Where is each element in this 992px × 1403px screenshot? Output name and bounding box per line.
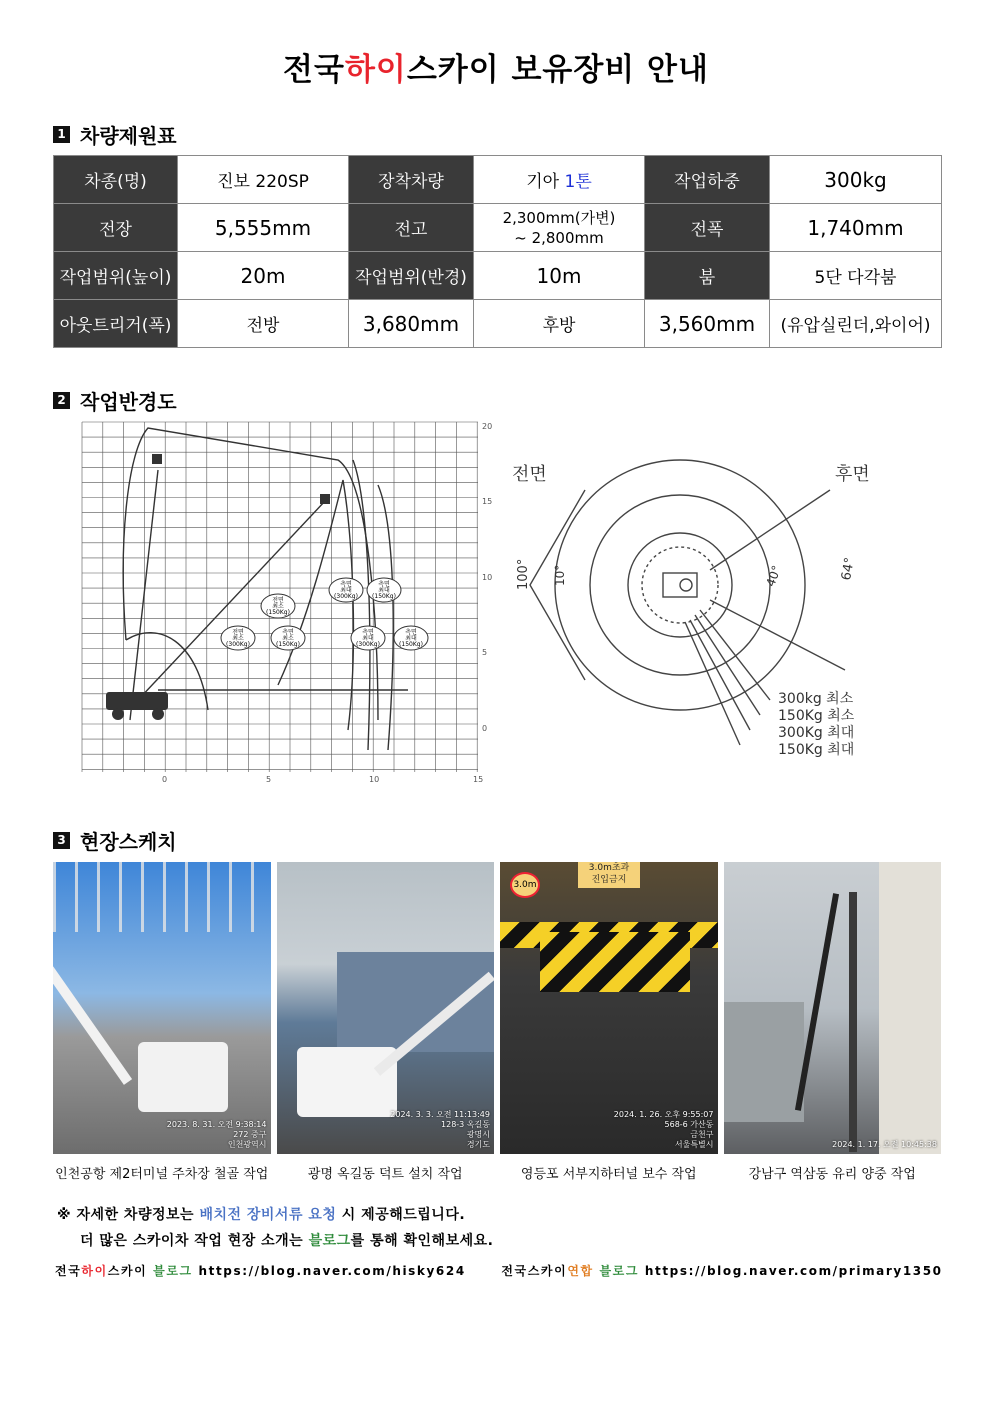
load-label-text: 최소	[272, 603, 284, 610]
load-label-text: (150Kg)	[266, 609, 290, 616]
table-header-cell: 차종(명)	[54, 156, 178, 204]
legend-label: 150Kg 최소	[778, 708, 855, 724]
leader-line	[685, 622, 740, 745]
x-tick-label: 0	[162, 775, 168, 784]
y-tick-label: 20	[482, 422, 493, 431]
site-photo: 3.0m 3.0m초과 진입금지 2024. 1. 26. 오후 9:55:07 568-6 가산동 금천구 서울특별시	[500, 862, 718, 1154]
envelope-side-max-300	[353, 460, 370, 750]
table-row	[54, 156, 942, 204]
bucket-upright	[152, 454, 162, 464]
table-cell: 5,555mm	[178, 204, 349, 252]
load-label-text: 최대	[362, 635, 374, 642]
envelope-side-max-150	[378, 485, 393, 750]
notice-line: 더 많은 스카이차 작업 현장 소개는 블로그를 통해 확인해보세요.	[80, 1233, 494, 1249]
table-cell: (유압실린더,와이어)	[770, 300, 942, 348]
table-cell: 20m	[178, 252, 349, 300]
table-cell: 3,680mm	[349, 300, 474, 348]
load-label-text: 측면	[405, 629, 417, 636]
x-tick-label: 15	[473, 775, 484, 784]
envelope-front-min	[123, 428, 378, 720]
angle-label: 64°	[839, 556, 858, 582]
y-tick-label: 5	[482, 648, 488, 657]
spec-table	[53, 155, 942, 348]
table-header-cell: 작업하중	[645, 156, 770, 204]
site-photo: 2023. 8. 31. 오전 9:38:14 272 중구 인천광역시	[53, 862, 271, 1154]
working-radius-chart	[78, 420, 498, 790]
load-label-text: 측면	[282, 629, 294, 636]
photo-caption: 강남구 역삼동 유리 양중 작업	[748, 1167, 916, 1182]
table-cell: 10m	[474, 252, 645, 300]
x-tick-label: 10	[369, 775, 380, 784]
load-label-text: (300Kg)	[356, 641, 380, 648]
load-label-text: 전면	[232, 629, 244, 636]
legend-label: 150Kg 최대	[778, 742, 855, 758]
blog-link-primary[interactable]: 전국스카이연합 블로그 https://blog.naver.com/primary1350	[501, 1264, 943, 1278]
site-photo: 2024. 1. 17. 오전 10:45:38	[724, 862, 942, 1154]
table-cell: 1,740mm	[770, 204, 942, 252]
x-tick-label: 5	[266, 775, 272, 784]
load-label-text: 최대	[405, 635, 417, 642]
angle-label: 100°	[516, 558, 531, 590]
table-row	[54, 300, 942, 348]
load-label-text: (150Kg)	[276, 641, 300, 648]
notice-line: ※ 자세한 차량정보는 배치전 장비서류 요청 시 제공해드립니다.	[57, 1207, 466, 1223]
y-tick-label: 0	[482, 724, 488, 733]
section-number: 2	[53, 392, 70, 409]
section-number: 1	[53, 126, 70, 143]
table-header-cell: 전고	[349, 204, 474, 252]
leader-line	[700, 610, 770, 700]
table-header-cell: 작업범위(높이)	[54, 252, 178, 300]
legend-label: 300Kg 최대	[778, 725, 855, 741]
table-row	[54, 204, 942, 252]
footer-links	[55, 1262, 943, 1279]
angle-label: 40°	[763, 563, 784, 589]
table-cell: 후방	[474, 300, 645, 348]
legend-label: 300kg 최소	[778, 691, 854, 707]
section-heading-radius: 2 작업반경도	[53, 386, 177, 415]
load-label-text: 측면	[340, 581, 352, 588]
table-cell: 기아 1톤	[474, 156, 645, 204]
rear-label: 후면	[835, 464, 870, 485]
photo-caption: 영등포 서부지하터널 보수 작업	[520, 1167, 697, 1182]
table-cell: 전방	[178, 300, 349, 348]
table-header-cell: 전폭	[645, 204, 770, 252]
table-cell: 5단 다각붐	[770, 252, 942, 300]
load-label-text: 최대	[378, 587, 390, 594]
table-header-cell: 붐	[645, 252, 770, 300]
blog-link-hisky[interactable]: 전국하이스카이 블로그 https://blog.naver.com/hisky624	[55, 1264, 466, 1278]
table-cell: 진보 220SP	[178, 156, 349, 204]
truck-wheel	[152, 708, 164, 720]
site-photo: 2024. 3. 3. 오전 11:13:49 128-3 옥길동 광명시 경기도	[277, 862, 495, 1154]
section-heading-sketch: 3 현장스케치	[53, 826, 177, 855]
load-label-text: 측면	[378, 581, 390, 588]
photo-caption: 인천공항 제2터미널 주차장 철골 작업	[55, 1167, 269, 1182]
turret-icon	[680, 579, 692, 591]
load-label-text: (300Kg)	[334, 593, 358, 600]
table-header-cell: 아웃트리거(폭)	[54, 300, 178, 348]
load-label-text: 전면	[272, 597, 284, 604]
front-label: 전면	[512, 464, 547, 485]
photo-gallery	[53, 862, 941, 1154]
load-label-text: (150Kg)	[372, 593, 396, 600]
load-label-text: (150Kg)	[399, 641, 423, 648]
photo-captions	[53, 1163, 941, 1182]
table-row	[54, 252, 942, 300]
table-header-cell: 전장	[54, 204, 178, 252]
truck-body	[106, 692, 168, 710]
load-label-text: (300Kg)	[226, 641, 250, 648]
angle-label: 10°	[553, 564, 567, 586]
load-label-text: 최대	[340, 587, 352, 594]
table-header-cell: 장착차량	[349, 156, 474, 204]
bucket-extended	[320, 494, 330, 504]
photo-caption: 광명 옥길동 덕트 설치 작업	[307, 1167, 463, 1182]
load-label-text: 측면	[362, 629, 374, 636]
load-label-text: 최소	[282, 635, 294, 642]
rear-line-top	[710, 490, 830, 570]
table-cell: 300kg	[770, 156, 942, 204]
section-number: 3	[53, 832, 70, 849]
table-cell: 2,300mm(가변) ~ 2,800mm	[474, 204, 645, 252]
rotation-diagram	[500, 450, 880, 770]
truck-wheel	[112, 708, 124, 720]
section-heading-spec: 1 차량제원표	[53, 120, 177, 149]
y-tick-label: 15	[482, 497, 493, 506]
load-label-text: 최소	[232, 635, 244, 642]
y-tick-label: 10	[482, 573, 493, 582]
table-header-cell: 작업범위(반경)	[349, 252, 474, 300]
boom-extended	[138, 500, 326, 700]
table-cell: 3,560mm	[645, 300, 770, 348]
page-title: 전국하이스카이 보유장비 안내	[283, 52, 709, 88]
